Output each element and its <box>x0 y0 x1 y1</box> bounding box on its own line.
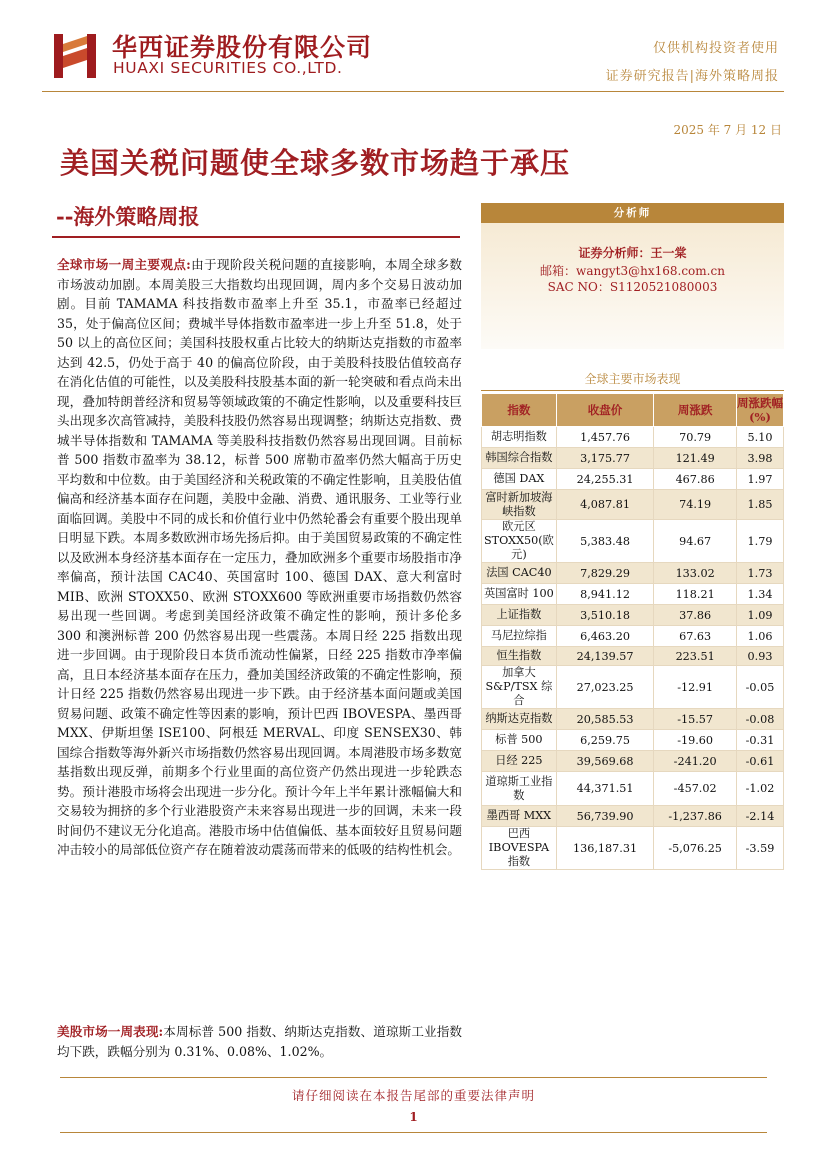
table-row <box>482 563 784 584</box>
cell-change: -1,237.86 <box>654 806 737 827</box>
cell-change: -15.57 <box>654 709 737 730</box>
market-table-divider <box>481 390 784 391</box>
cell-change: -457.02 <box>654 772 737 806</box>
cell-change-pct: 1.34 <box>737 584 784 605</box>
table-row <box>482 806 784 827</box>
cell-close: 136,187.31 <box>556 827 653 870</box>
table-row <box>482 520 784 563</box>
us-market-summary <box>57 1022 462 1061</box>
table-row <box>482 448 784 469</box>
us-summary-label: 美股市场一周表现: <box>57 1024 164 1039</box>
cell-change: -12.91 <box>654 666 737 709</box>
cell-change: 121.49 <box>654 448 737 469</box>
cell-change-pct: 1.79 <box>737 520 784 563</box>
table-row <box>482 605 784 626</box>
report-subtitle: --海外策略周报 <box>56 204 200 229</box>
footer-divider <box>60 1077 767 1078</box>
cell-index-name: 法国 CAC40 <box>482 563 557 584</box>
table-row <box>482 469 784 490</box>
cell-change-pct: -0.08 <box>737 709 784 730</box>
cell-close: 27,023.25 <box>556 666 653 709</box>
cell-close: 6,463.20 <box>556 626 653 647</box>
cell-close: 24,139.57 <box>556 647 653 666</box>
us-summary-text: 本周标普 500 指数、纳斯达克指数、道琼斯工业指数均下跌，跌幅分别为 0.31%、0.08%、1.02%。 <box>57 1024 462 1059</box>
global-market-summary <box>57 255 462 860</box>
table-row <box>482 626 784 647</box>
table-row <box>482 647 784 666</box>
cell-change-pct: 1.85 <box>737 490 784 520</box>
cell-close: 5,383.48 <box>556 520 653 563</box>
cell-close: 39,569.68 <box>556 751 653 772</box>
cell-change: -241.20 <box>654 751 737 772</box>
cell-index-name: 欧元区 STOXX50(欧元) <box>482 520 557 563</box>
table-row <box>482 666 784 709</box>
cell-index-name: 英国富时 100 <box>482 584 557 605</box>
analyst-sac: SAC NO：S1120521080003 <box>547 280 718 294</box>
table-header-row <box>482 394 784 427</box>
cell-change-pct: -0.05 <box>737 666 784 709</box>
cell-change-pct: -0.31 <box>737 730 784 751</box>
cell-index-name: 富时新加坡海峡指数 <box>482 490 557 520</box>
cell-change: 133.02 <box>654 563 737 584</box>
cell-close: 44,371.51 <box>556 772 653 806</box>
col-header-index: 指数 <box>482 394 557 427</box>
cell-change: 67.63 <box>654 626 737 647</box>
table-row <box>482 709 784 730</box>
table-row <box>482 772 784 806</box>
cell-change: 74.19 <box>654 490 737 520</box>
cell-close: 20,585.53 <box>556 709 653 730</box>
header-divider <box>42 91 784 92</box>
cell-change: -5,076.25 <box>654 827 737 870</box>
cell-index-name: 日经 225 <box>482 751 557 772</box>
table-row <box>482 827 784 870</box>
analyst-header: 分析师 <box>481 203 784 223</box>
cell-index-name: 墨西哥 MXX <box>482 806 557 827</box>
table-row <box>482 584 784 605</box>
analyst-email: 邮箱：wangyt3@hx168.com.cn <box>540 264 725 278</box>
cell-index-name: 马尼拉综指 <box>482 626 557 647</box>
col-header-change-pct: 周涨跌幅(%) <box>737 394 784 427</box>
cell-change-pct: 1.09 <box>737 605 784 626</box>
cell-close: 24,255.31 <box>556 469 653 490</box>
cell-change-pct: 1.73 <box>737 563 784 584</box>
global-summary-text: 由于现阶段关税问题的直接影响，本周全球多数市场波动加剧。本周美股三大指数均出现回调，周内多个交易日波动加剧。目前 TAMAMA 科技指数市盈率上升至 35.1，市盈率已经超过 35，处于偏高位区间；费城半导体指数市盈率进一步上升至 51.8，处于 50 以上的高位区间；美国科技股权重占比较大的纳斯达克指数的市盈率达到 42.5，仍处于高于 40 的偏高位阶段，由于美股科技股估值较高存在消化估值的可能性，以及美股科技股基本面的新一轮突破和看点尚未出现，叠加特朗普经济和贸易等领域政策的不确定性影响，以及重要科技巨头出现多次高管减持，美股科技股仍然容易出现调整；纳斯达克指数、费城半导体指数和 TAMAMA 等美股科技指数仍然容易出现回调。目前标普 500 指数市盈率为 38.12，标普 500 席勒市盈率仍然大幅高于历史平均数和中位数。由于美国经济和关税政策的不确定性影响，且美股估值偏高和经济基本面存在问题，美股中金融、消费、通讯服务、工业等行业面临回调。美股中不同的成长和价值行业中仍然轮番会有重要个股出现单日明显下跌。本周多数欧洲市场先扬后抑。由于美国贸易政策的不确定性以及欧洲本身经济基本面存在一定压力，叠加欧洲多个重要市场股指市净率偏高，预计法国 CAC40、英国富时 100、德国 DAX、意大利富时 MIB、欧洲 STOXX50、欧洲 STOXX600 等欧洲重要市场指数仍然容易出现一些回调。考虑到美国经济政策不确定性的影响，预计多伦多 300 和澳洲标普 200 仍然容易出现一些震荡。本周日经 225 指数出现进一步回调。由于现阶段日本货币流动性偏紧，日经 225 指数市净率偏高，且日本经济基本面存在压力，叠加美国经济政策的不确定性影响，预计日经 225 指数仍然容易出现进一步下跌。由于经济基本面问题或美国贸易问题、政策不确定性等因素的影响，预计巴西 IBOVESPA、墨西哥 MXX、伊斯坦堡 ISE100、阿根廷 MERVAL、印度 SENSEX30、韩国综合指数等海外新兴市场指数仍然容易出现回调。本周港股市场多数宽基指数出现反弹，前期多个行业里面的高位资产仍然出现进一步轮跌态势。预计港股市场将会出现进一步分化。预计今年上半年累计涨幅偏大和交易较为拥挤的多个行业港股资产未来容易出现进一步的回调，未来一段时间仍不建议无分化追高。港股市场中估值偏低、基本面较好且贸易问题冲击较小的局部低位资产存在随着波动震荡而带来的低吸的结构性机会。 <box>57 257 462 857</box>
cell-index-name: 恒生指数 <box>482 647 557 666</box>
cell-change-pct: 1.06 <box>737 626 784 647</box>
cell-close: 8,941.12 <box>556 584 653 605</box>
cell-change-pct: -1.02 <box>737 772 784 806</box>
company-name-en: HUAXI SECURITIES CO.,LTD. <box>113 59 343 77</box>
cell-close: 6,259.75 <box>556 730 653 751</box>
report-date: 2025 年 7 月 12 日 <box>673 123 782 137</box>
cell-index-name: 德国 DAX <box>482 469 557 490</box>
cell-close: 1,457.76 <box>556 427 653 448</box>
cell-close: 56,739.90 <box>556 806 653 827</box>
cell-change: 94.67 <box>654 520 737 563</box>
global-summary-label: 全球市场一周主要观点: <box>57 257 191 272</box>
cell-close: 4,087.81 <box>556 490 653 520</box>
huaxi-logo-icon <box>52 30 98 80</box>
cell-change-pct: -3.59 <box>737 827 784 870</box>
cell-change: 118.21 <box>654 584 737 605</box>
col-header-close: 收盘价 <box>556 394 653 427</box>
cell-close: 3,510.18 <box>556 605 653 626</box>
cell-close: 3,175.77 <box>556 448 653 469</box>
cell-index-name: 加拿大 S&P/TSX 综合 <box>482 666 557 709</box>
company-name-cn: 华西证券股份有限公司 <box>112 33 373 62</box>
cell-change: -19.60 <box>654 730 737 751</box>
cell-change: 37.86 <box>654 605 737 626</box>
cell-index-name: 韩国综合指数 <box>482 448 557 469</box>
report-title: 美国关税问题使全球多数市场趋于承压 <box>60 146 571 180</box>
cell-index-name: 巴西 IBOVESPA 指数 <box>482 827 557 870</box>
table-row <box>482 427 784 448</box>
cell-index-name: 上证指数 <box>482 605 557 626</box>
cell-change-pct: 3.98 <box>737 448 784 469</box>
legal-disclaimer: 请仔细阅读在本报告尾部的重要法律声明 <box>291 1088 535 1103</box>
subtitle-divider <box>52 236 460 238</box>
cell-change-pct: 5.10 <box>737 427 784 448</box>
table-row <box>482 751 784 772</box>
cell-change: 70.79 <box>654 427 737 448</box>
col-header-change: 周涨跌 <box>654 394 737 427</box>
market-table <box>481 393 784 870</box>
cell-index-name: 纳斯达克指数 <box>482 709 557 730</box>
footer-divider-bottom <box>60 1132 767 1133</box>
cell-index-name: 道琼斯工业指数 <box>482 772 557 806</box>
market-table-title: 全球主要市场表现 <box>584 372 681 386</box>
cell-change-pct: -0.61 <box>737 751 784 772</box>
audience-note: 仅供机构投资者使用 <box>652 41 779 56</box>
cell-change: 467.86 <box>654 469 737 490</box>
cell-index-name: 标普 500 <box>482 730 557 751</box>
cell-change-pct: 0.93 <box>737 647 784 666</box>
report-type: 证券研究报告|海外策略周报 <box>605 69 779 84</box>
cell-change: 223.51 <box>654 647 737 666</box>
cell-change-pct: -2.14 <box>737 806 784 827</box>
cell-index-name: 胡志明指数 <box>482 427 557 448</box>
cell-change-pct: 1.97 <box>737 469 784 490</box>
cell-close: 7,829.29 <box>556 563 653 584</box>
page-number: 1 <box>409 1110 418 1124</box>
table-row <box>482 730 784 751</box>
analyst-name: 证券分析师：王一棠 <box>578 246 687 260</box>
table-row <box>482 490 784 520</box>
